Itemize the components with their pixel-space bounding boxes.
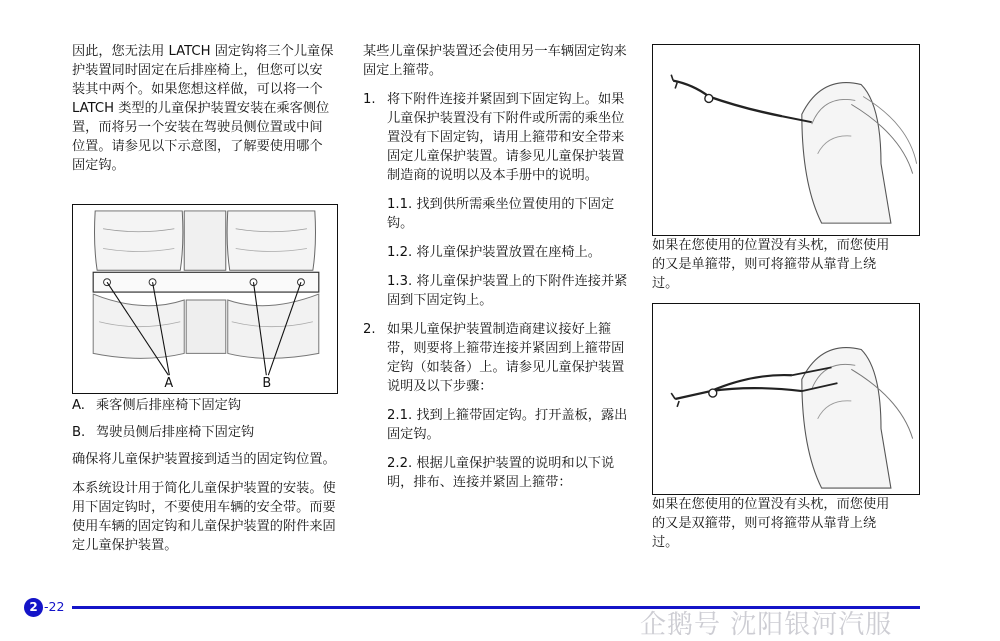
column-middle	[363, 42, 635, 492]
step-text: 将下附件连接并紧固到下固定钩上。如果儿童保护装置没有下附件或所需的乘坐位置没有下固定钩，请用上箍带和安全带来固定儿童保护装置。请参见儿童保护装置制造商的说明以及本手册中的说明。	[387, 92, 625, 183]
legend-key: A.	[72, 398, 85, 413]
legend-item	[72, 423, 336, 442]
step-number: 1.	[363, 92, 376, 107]
step-item	[363, 320, 635, 396]
column-left	[72, 42, 334, 175]
paragraph: 本系统设计用于简化儿童保护装置的安装。使用下固定钩时，不要使用车辆的安全带。而要使用车辆的固定钩和儿童保护装置的附件来固定儿童保护装置。	[72, 481, 336, 553]
substep: 1.2. 将儿童保护装置放置在座椅上。	[387, 245, 601, 260]
double-tether-illustration	[653, 304, 919, 494]
single-tether-illustration	[653, 45, 919, 235]
step-item	[363, 90, 635, 185]
page-number-badge: 2	[24, 598, 43, 617]
double-tether-diagram	[652, 303, 920, 495]
rear-seat-illustration	[73, 205, 337, 393]
rear-seat-anchor-diagram	[72, 204, 338, 394]
legend-text: 驾驶员侧后排座椅下固定钩	[96, 425, 255, 440]
column-right	[652, 44, 922, 552]
intro-paragraph: 某些儿童保护装置还会使用另一车辆固定钩来固定上箍带。	[363, 44, 627, 78]
substep: 1.3. 将儿童保护装置上的下附件连接并紧固到下固定钩上。	[387, 274, 628, 308]
intro-paragraph: 因此，您无法用 LATCH 固定钩将三个儿童保护装置同时固定在后排座椅上，但您可以安装其中两个。如果您想这样做，可以将一个 LATCH 类型的儿童保护装置安装在乘客侧位置，而将另一个安装在驾驶员侧位置或中间位置。请参见以下示意图，了解要使用哪个固定钩。	[72, 44, 334, 173]
label-a: A	[164, 376, 174, 392]
step-number: 2.	[363, 322, 376, 337]
page-number-suffix: -22	[44, 599, 65, 614]
legend-item	[72, 396, 336, 415]
watermark-text: 企鹅号 沈阳银河汽服	[640, 610, 893, 640]
label-b: B	[262, 376, 272, 392]
figure-caption: 如果在您使用的位置没有头枕，而您使用的又是双箍带，则可将箍带从靠背上绕过。	[652, 497, 890, 550]
paragraph: 确保将儿童保护装置接到适当的固定钩位置。	[72, 452, 336, 467]
figure-caption: 如果在您使用的位置没有头枕，而您使用的又是单箍带，则可将箍带从靠背上绕过。	[652, 238, 890, 291]
legend-key: B.	[72, 425, 86, 440]
substep: 2.2. 根据儿童保护装置的说明和以下说明，排布、连接并紧固上箍带：	[387, 456, 615, 490]
single-tether-diagram	[652, 44, 920, 236]
figure-legend	[72, 396, 336, 555]
substep: 1.1. 找到供所需乘坐位置使用的下固定钩。	[387, 197, 615, 231]
substep: 2.1. 找到上箍带固定钩。打开盖板，露出固定钩。	[387, 408, 628, 442]
step-text: 如果儿童保护装置制造商建议接好上箍带，则要将上箍带连接并紧固到上箍带固定钩（如装备）上。请参见儿童保护装置说明及以下步骤：	[387, 322, 625, 394]
legend-text: 乘客侧后排座椅下固定钩	[96, 398, 242, 413]
